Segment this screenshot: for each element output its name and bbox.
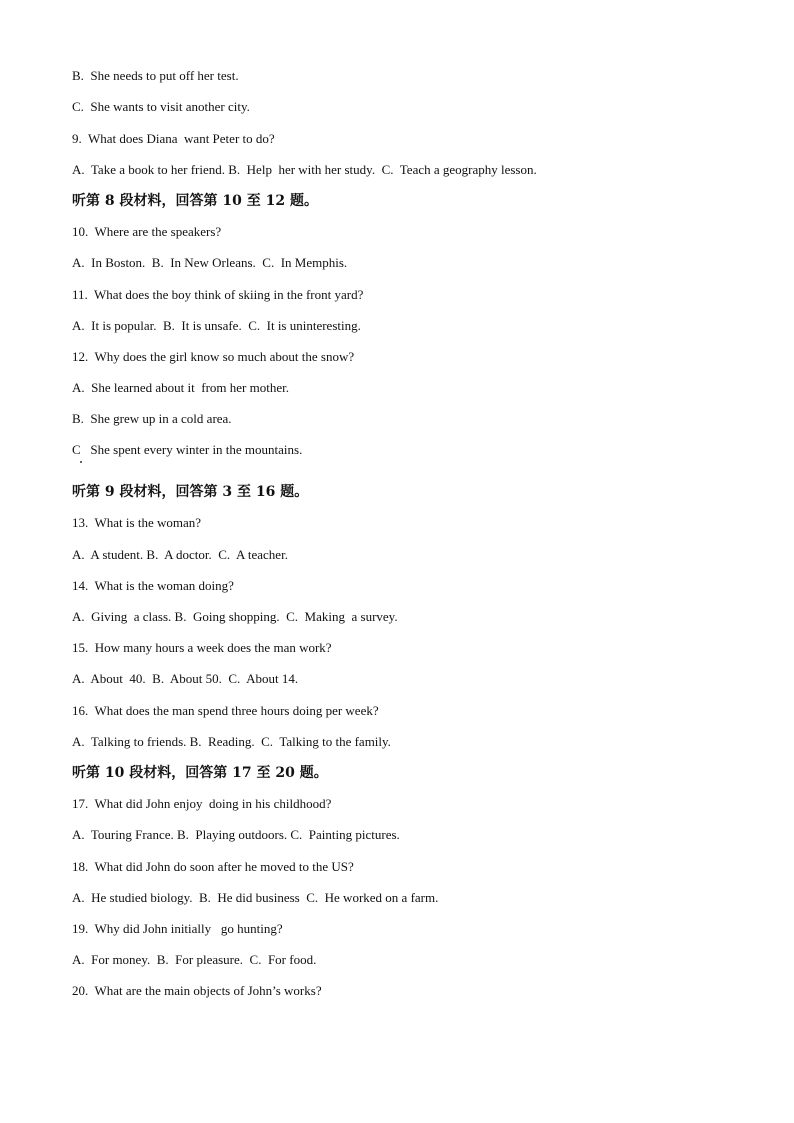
option-line: A. In Boston. B. In New Orleans. C. In Memphis.	[72, 255, 348, 270]
option-line: A. He studied biology. B. He did business C. He worked on a farm.	[72, 890, 439, 905]
option-line: A. About 40. B. About 50. C. About 14.	[72, 671, 299, 686]
question-line: 14. What is the woman doing?	[72, 578, 234, 593]
section-heading: 听第 8 段材料，回答第 10 至 12 题。	[72, 193, 318, 209]
question-line: 16. What does the man spend three hours doing per week?	[72, 703, 379, 718]
stray-dot	[80, 461, 82, 463]
question-line: 13. What is the woman?	[72, 515, 202, 530]
question-line: 12. Why does the girl know so much about the snow?	[72, 349, 355, 364]
option-line: B. She needs to put off her test.	[72, 68, 239, 83]
question-line: 19. Why did John initially go hunting?	[72, 921, 283, 936]
question-line: 15. How many hours a week does the man work?	[72, 640, 332, 655]
option-line: C. She wants to visit another city.	[72, 99, 250, 114]
option-line: A. Take a book to her friend. B. Help her with her study. C. Teach a geography lesson.	[72, 162, 537, 177]
option-line: A. Touring France. B. Playing outdoors. C. Painting pictures.	[72, 827, 400, 842]
option-line: A. She learned about it from her mother.	[72, 380, 289, 395]
question-line: 9. What does Diana want Peter to do?	[72, 131, 275, 146]
option-line: A. Talking to friends. B. Reading. C. Talking to the family.	[72, 734, 391, 749]
question-line: 18. What did John do soon after he moved to the US?	[72, 859, 354, 874]
section-heading: 听第 9 段材料，回答第 3 至 16 题。	[72, 484, 309, 500]
option-line: C She spent every winter in the mountains.	[72, 442, 303, 457]
option-line: A. For money. B. For pleasure. C. For food.	[72, 952, 317, 967]
question-line: 17. What did John enjoy doing in his childhood?	[72, 796, 332, 811]
option-line: A. A student. B. A doctor. C. A teacher.	[72, 547, 288, 562]
question-line: 10. Where are the speakers?	[72, 224, 222, 239]
question-line: 11. What does the boy think of skiing in the front yard?	[72, 287, 364, 302]
option-line: B. She grew up in a cold area.	[72, 411, 232, 426]
section-heading: 听第 10 段材料，回答第 17 至 20 题。	[72, 765, 328, 781]
option-line: A. Giving a class. B. Going shopping. C. Making a survey.	[72, 609, 398, 624]
option-line: A. It is popular. B. It is unsafe. C. It is uninteresting.	[72, 318, 361, 333]
question-line: 20. What are the main objects of John’s works?	[72, 983, 322, 998]
